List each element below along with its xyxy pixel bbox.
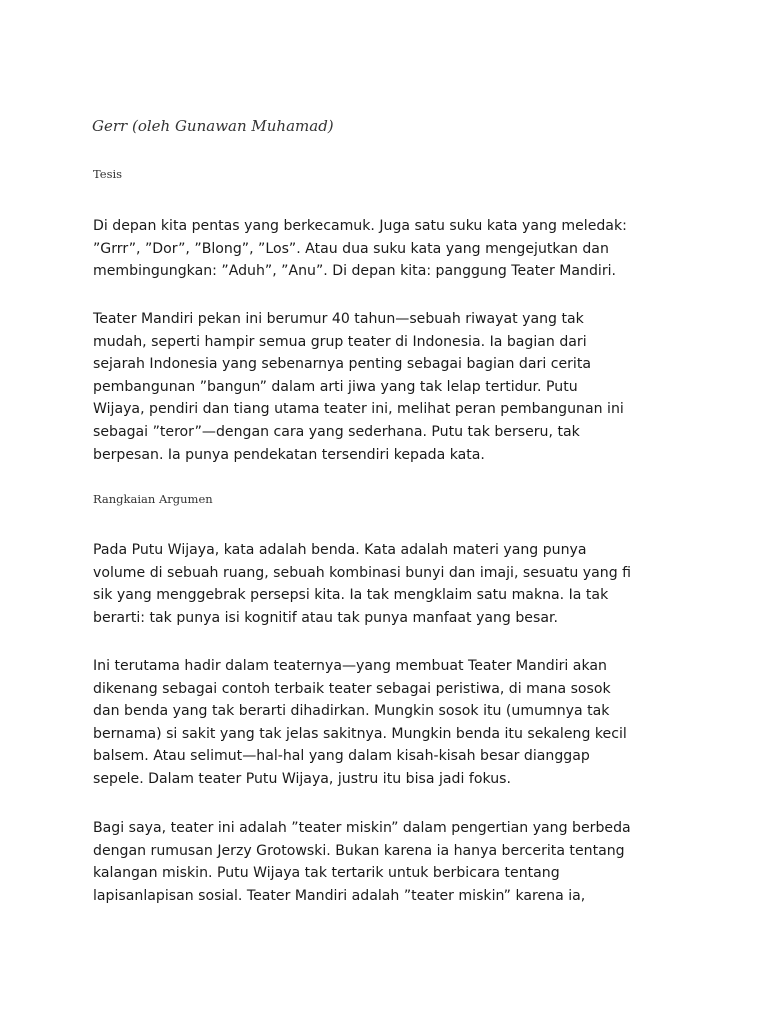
text-line: sejarah Indonesia yang sebenarnya penting sebagai bagian dari cerita [93, 356, 592, 373]
text-line: berpesan. Ia punya pendekatan tersendiri kepada kata. [93, 446, 485, 463]
text-line: sepele. Dalam teater Putu Wijaya, justru itu bisa jadi fokus. [93, 770, 511, 787]
text-line: sik yang menggebrak persepsi kita. Ia tak mengklaim satu makna. Ia tak [93, 587, 609, 604]
text-line: Bagi saya, teater ini adalah ”teater miskin” dalam pengertian yang berbeda [93, 820, 631, 836]
text-line: mudah, seperti hampir semua grup teater di Indonesia. Ia bagian dari [93, 333, 587, 350]
text-line: Wijaya, pendiri dan tiang utama teater ini, melihat peran pembangunan ini [93, 401, 624, 418]
text-line: lapisanlapisan sosial. Teater Mandiri adalah ”teater miskin” karena ia, [93, 887, 586, 904]
text-line: membingungkan: ”Aduh”, ”Anu”. Di depan kita: panggung Teater Mandiri. [93, 263, 617, 280]
paragraph-argumen-2 [93, 655, 627, 791]
text-line: ”Grrr”, ”Dor”, ”Blong”, ”Los”. Atau dua suku kata yang mengejutkan dan [93, 240, 609, 257]
text-line: Pada Putu Wijaya, kata adalah benda. Kata adalah materi yang punya [93, 542, 587, 558]
text-line: volume di sebuah ruang, sebuah kombinasi bunyi dan imaji, sesuatu yang fi [93, 564, 631, 581]
document-title: Gerr (oleh Gunawan Muhamad) [92, 117, 334, 135]
paragraph-tesis-1 [93, 215, 627, 283]
paragraph-tesis-2 [93, 308, 624, 466]
text-line: Teater Mandiri pekan ini berumur 40 tahun—sebuah riwayat yang tak [93, 311, 584, 327]
text-line: pembangunan ”bangun” dalam arti jiwa yang tak lelap tertidur. Putu [93, 378, 578, 395]
text-line: dengan rumusan Jerzy Grotowski. Bukan karena ia hanya bercerita tentang [93, 842, 625, 859]
text-line: bernama) si sakit yang tak jelas sakitnya. Mungkin benda itu sekaleng kecil [93, 725, 627, 742]
section-heading-tesis: Tesis [93, 167, 123, 181]
text-line: dikenang sebagai contoh terbaik teater sebagai peristiwa, di mana sosok [93, 680, 611, 697]
text-line: Di depan kita pentas yang berkecamuk. Juga satu suku kata yang meledak: [93, 218, 627, 234]
text-line: balsem. Atau selimut—hal-hal yang dalam kisah-kisah besar dianggap [93, 748, 590, 765]
text-line: berarti: tak punya isi kognitif atau tak punya manfaat yang besar. [93, 609, 558, 626]
text-line: Ini terutama hadir dalam teaternya—yang membuat Teater Mandiri akan [93, 658, 607, 674]
text-line: sebagai ”teror”—dengan cara yang sederhana. Putu tak berseru, tak [93, 423, 580, 440]
paragraph-argumen-3 [93, 817, 631, 907]
text-line: kalangan miskin. Putu Wijaya tak tertarik untuk berbicara tentang [93, 865, 560, 882]
text-line: dan benda yang tak berarti dihadirkan. Mungkin sosok itu (umumnya tak [93, 703, 610, 720]
paragraph-argumen-1 [93, 539, 631, 629]
section-heading-rangkaian-argumen: Rangkaian Argumen [93, 492, 213, 506]
